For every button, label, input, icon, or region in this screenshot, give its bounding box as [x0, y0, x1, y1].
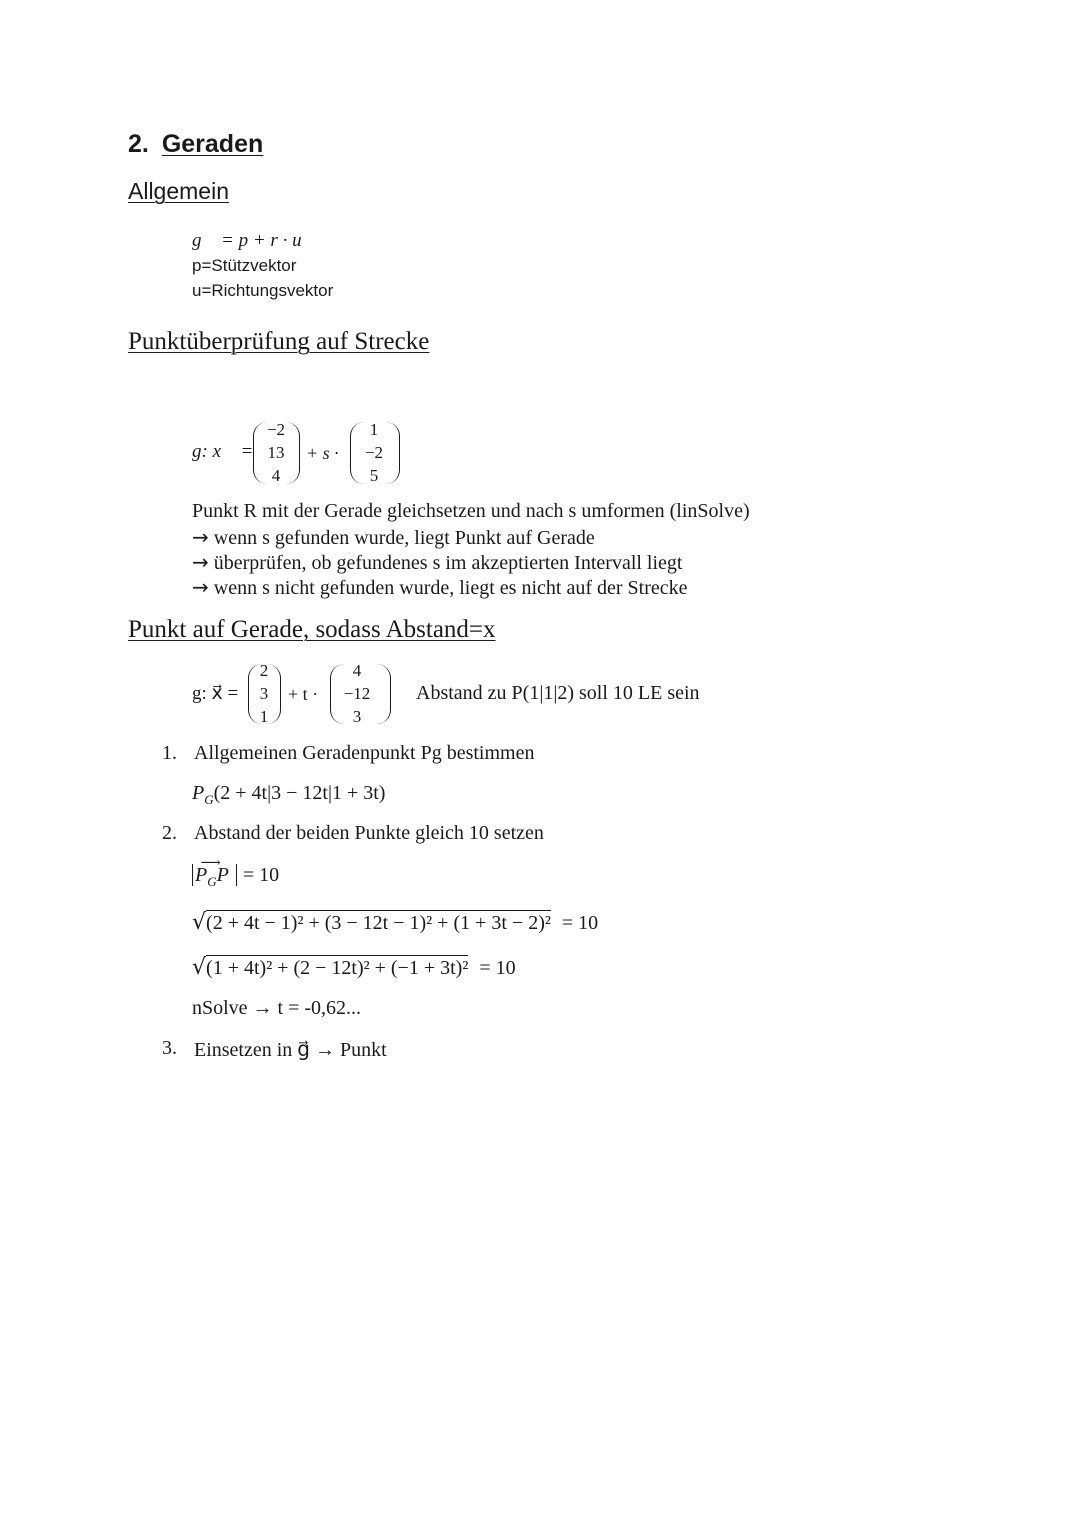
punktpruefung-line: → wenn s gefunden wurde, liegt Punkt auf Gerade: [192, 525, 595, 549]
step-number: 2.: [162, 822, 177, 844]
distance-condition: Abstand zu P(1|1|2) soll 10 LE sein: [416, 682, 700, 704]
equation-lhs: g: x⃗ =: [192, 441, 254, 462]
step-text: Abstand der beiden Punkte gleich 10 setzen: [194, 822, 544, 844]
vector-component: 2: [259, 661, 269, 680]
equation-lhs: g: x⃗ =: [192, 683, 239, 704]
sqrt-icon: √: [192, 910, 207, 935]
norm-equation: $P_GP$ ⟶ = 10: [192, 864, 279, 890]
equation-operator: + t ·: [288, 684, 319, 704]
vector-component: −2: [364, 443, 384, 462]
vector-component: −2: [266, 420, 286, 439]
step-number: 3.: [162, 1037, 177, 1059]
vector-component: 5: [369, 466, 379, 485]
punktpruefung-line: → wenn s nicht gefunden wurde, liegt es nicht auf der Strecke: [192, 575, 688, 599]
vector-component: 4: [352, 661, 362, 680]
vector-paren-right: [385, 422, 400, 484]
vector-norm: $P_GP$ ⟶: [192, 864, 237, 886]
equation-operator: + s ·: [306, 443, 339, 463]
step-number: 1.: [162, 742, 177, 764]
line-formula: g⃗ = p + r · u⃗: [192, 230, 317, 251]
allgemein-heading: Allgemein: [128, 178, 229, 204]
stuetzvektor-definition: p=Stützvektor: [192, 256, 297, 275]
sqrt-equation-1: √(2 + 4t − 1)² + (3 − 12t − 1)² + (1 + 3t − 2)² = 10: [192, 910, 599, 935]
vector-component: 1: [369, 420, 379, 439]
arrow-right-icon: →: [192, 550, 209, 574]
abstand-heading: Punkt auf Gerade, sodass Abstand=x: [128, 616, 496, 643]
vector-component: 3: [259, 684, 269, 703]
section-heading: [128, 130, 263, 159]
vector-component: 1: [259, 707, 269, 726]
vector-component: 4: [271, 466, 281, 485]
arrow-right-icon: →: [192, 525, 209, 549]
vector-paren-right: [285, 422, 300, 484]
vector-arrow-icon: P ⟶: [200, 856, 229, 886]
sqrt-icon: √: [192, 955, 207, 980]
vector-component: 13: [267, 443, 285, 462]
vector-paren-right: [266, 664, 281, 724]
step-text: Einsetzen in g⃗ → Punkt: [194, 1039, 387, 1061]
arrow-right-icon: →: [192, 575, 209, 599]
punktpruefung-heading: Punktüberprüfung auf Strecke: [128, 328, 430, 355]
vector-component: −12: [343, 684, 371, 703]
vector-component: 3: [352, 707, 362, 726]
section-number: 2.: [128, 130, 149, 158]
nsolve-result: nSolve → t = -0,62...: [192, 997, 362, 1019]
punktpruefung-line: Punkt R mit der Gerade gleichsetzen und nach s umformen (linSolve): [192, 500, 750, 522]
step-text: Allgemeinen Geradenpunkt Pg bestimmen: [194, 742, 535, 764]
richtungsvektor-definition: u=Richtungsvektor: [192, 281, 334, 300]
vector-paren-right: [376, 664, 391, 724]
punktpruefung-line: → überprüfen, ob gefundenes s im akzeptierten Intervall liegt: [192, 550, 683, 574]
general-line-point: $P_G(2 + 4t|3 - 12t|1 + 3t)$: [192, 782, 386, 807]
section-title: Geraden: [161, 130, 264, 158]
sqrt-equation-2: √(1 + 4t)² + (2 − 12t)² + (−1 + 3t)² = 10: [192, 955, 516, 980]
